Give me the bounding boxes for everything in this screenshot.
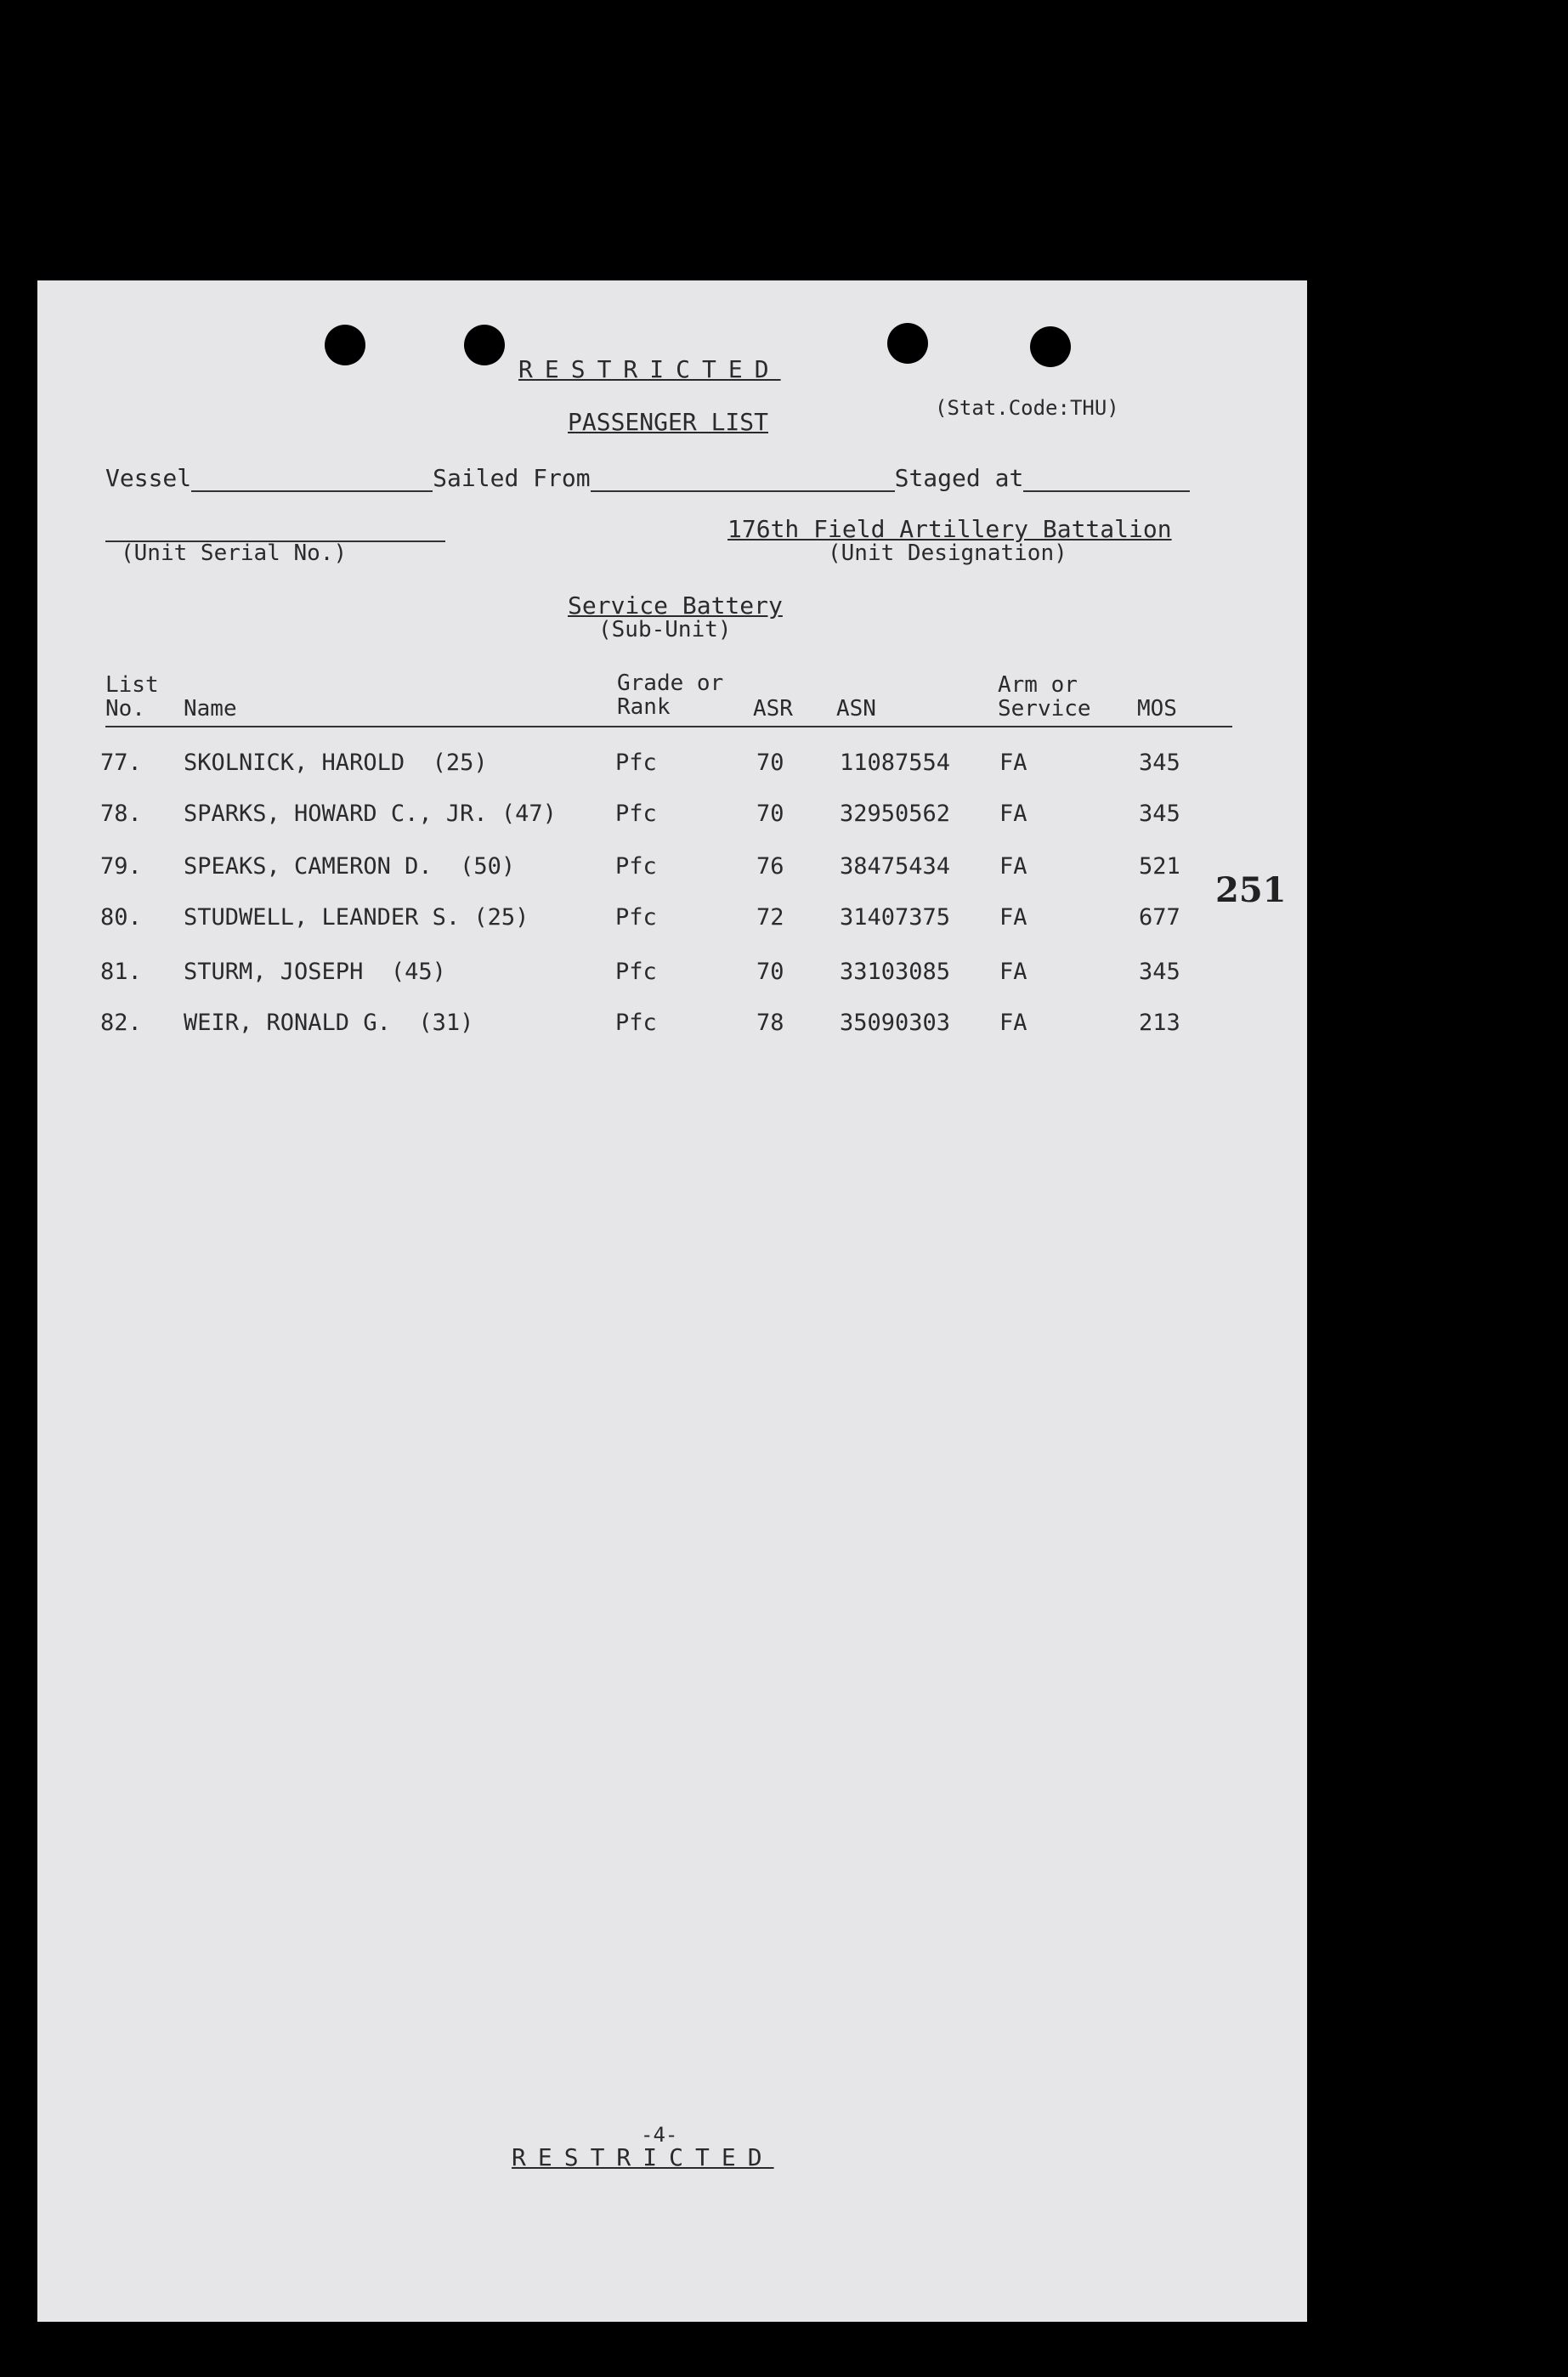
cell-name: STUDWELL, LEANDER S. (25)	[184, 904, 529, 931]
sub-unit: Service Battery	[568, 591, 783, 620]
cell-arm: FA	[999, 904, 1027, 931]
staged-at-label: Staged at	[894, 464, 1024, 492]
col-asr: ASR	[753, 696, 793, 722]
cell-asn: 38475434	[840, 853, 951, 880]
cell-mos: 677	[1139, 904, 1180, 931]
cell-mos: 345	[1139, 959, 1180, 985]
vessel-blank	[191, 490, 433, 492]
cell-grade: Pfc	[615, 801, 657, 827]
cell-asn: 33103085	[840, 959, 951, 985]
sailed-from-label: Sailed From	[433, 464, 591, 492]
cell-list-no: 81.	[100, 959, 142, 985]
punch-hole	[887, 323, 928, 364]
cell-name: SPARKS, HOWARD C., JR. (47)	[184, 801, 557, 827]
unit-serial-label: (Unit Serial No.)	[121, 540, 348, 566]
cell-list-no: 80.	[100, 904, 142, 931]
document-page	[37, 280, 1307, 2322]
punch-hole	[325, 325, 365, 365]
col-asn: ASN	[836, 696, 876, 722]
header-rule	[105, 726, 1232, 727]
cell-arm: FA	[999, 1010, 1027, 1036]
sub-unit-label: (Sub-Unit)	[598, 617, 732, 642]
col-grade: Grade or Rank	[617, 671, 724, 720]
col-name: Name	[184, 696, 237, 722]
cell-mos: 213	[1139, 1010, 1180, 1036]
cell-arm: FA	[999, 959, 1027, 985]
document-subtitle: PASSENGER LIST	[568, 408, 769, 436]
cell-asr: 70	[756, 959, 784, 985]
cell-grade: Pfc	[615, 1010, 657, 1036]
punch-hole	[464, 325, 505, 365]
cell-name: SKOLNICK, HAROLD (25)	[184, 750, 488, 776]
cell-grade: Pfc	[615, 904, 657, 931]
cell-mos: 521	[1139, 853, 1180, 880]
document-title: RESTRICTED	[518, 355, 781, 383]
cell-grade: Pfc	[615, 853, 657, 880]
unit-designation-label: (Unit Designation)	[828, 540, 1067, 566]
cell-asn: 35090303	[840, 1010, 951, 1036]
cell-asr: 72	[756, 904, 784, 931]
cell-arm: FA	[999, 853, 1027, 880]
cell-mos: 345	[1139, 750, 1180, 776]
punch-hole	[1030, 326, 1071, 367]
sailed-from-blank	[591, 490, 895, 492]
cell-name: SPEAKS, CAMERON D. (50)	[184, 853, 516, 880]
page-stamp-number: 251	[1215, 870, 1287, 910]
cell-asr: 76	[756, 853, 784, 880]
cell-list-no: 77.	[100, 750, 142, 776]
cell-asn: 11087554	[840, 750, 951, 776]
cell-list-no: 78.	[100, 801, 142, 827]
cell-asn: 31407375	[840, 904, 951, 931]
vessel-label: Vessel	[105, 464, 192, 492]
cell-grade: Pfc	[615, 750, 657, 776]
cell-name: WEIR, RONALD G. (31)	[184, 1010, 474, 1036]
unit-designation: 176th Field Artillery Battalion	[727, 515, 1172, 543]
cell-list-no: 79.	[100, 853, 142, 880]
cell-grade: Pfc	[615, 959, 657, 985]
cell-arm: FA	[999, 750, 1027, 776]
cell-asr: 70	[756, 801, 784, 827]
page-number: -4-	[641, 2123, 678, 2147]
cell-mos: 345	[1139, 801, 1180, 827]
cell-asn: 32950562	[840, 801, 951, 827]
cell-arm: FA	[999, 801, 1027, 827]
stat-code: (Stat.Code:THU)	[935, 396, 1119, 420]
footer-title: RESTRICTED	[512, 2143, 774, 2171]
col-list-no: List No.	[105, 672, 159, 722]
col-mos: MOS	[1137, 696, 1177, 722]
cell-list-no: 82.	[100, 1010, 142, 1036]
cell-name: STURM, JOSEPH (45)	[184, 959, 446, 985]
vessel-row	[105, 464, 1190, 492]
cell-asr: 70	[756, 750, 784, 776]
cell-asr: 78	[756, 1010, 784, 1036]
staged-at-blank	[1023, 490, 1190, 492]
col-arm: Arm or Service	[998, 672, 1091, 722]
